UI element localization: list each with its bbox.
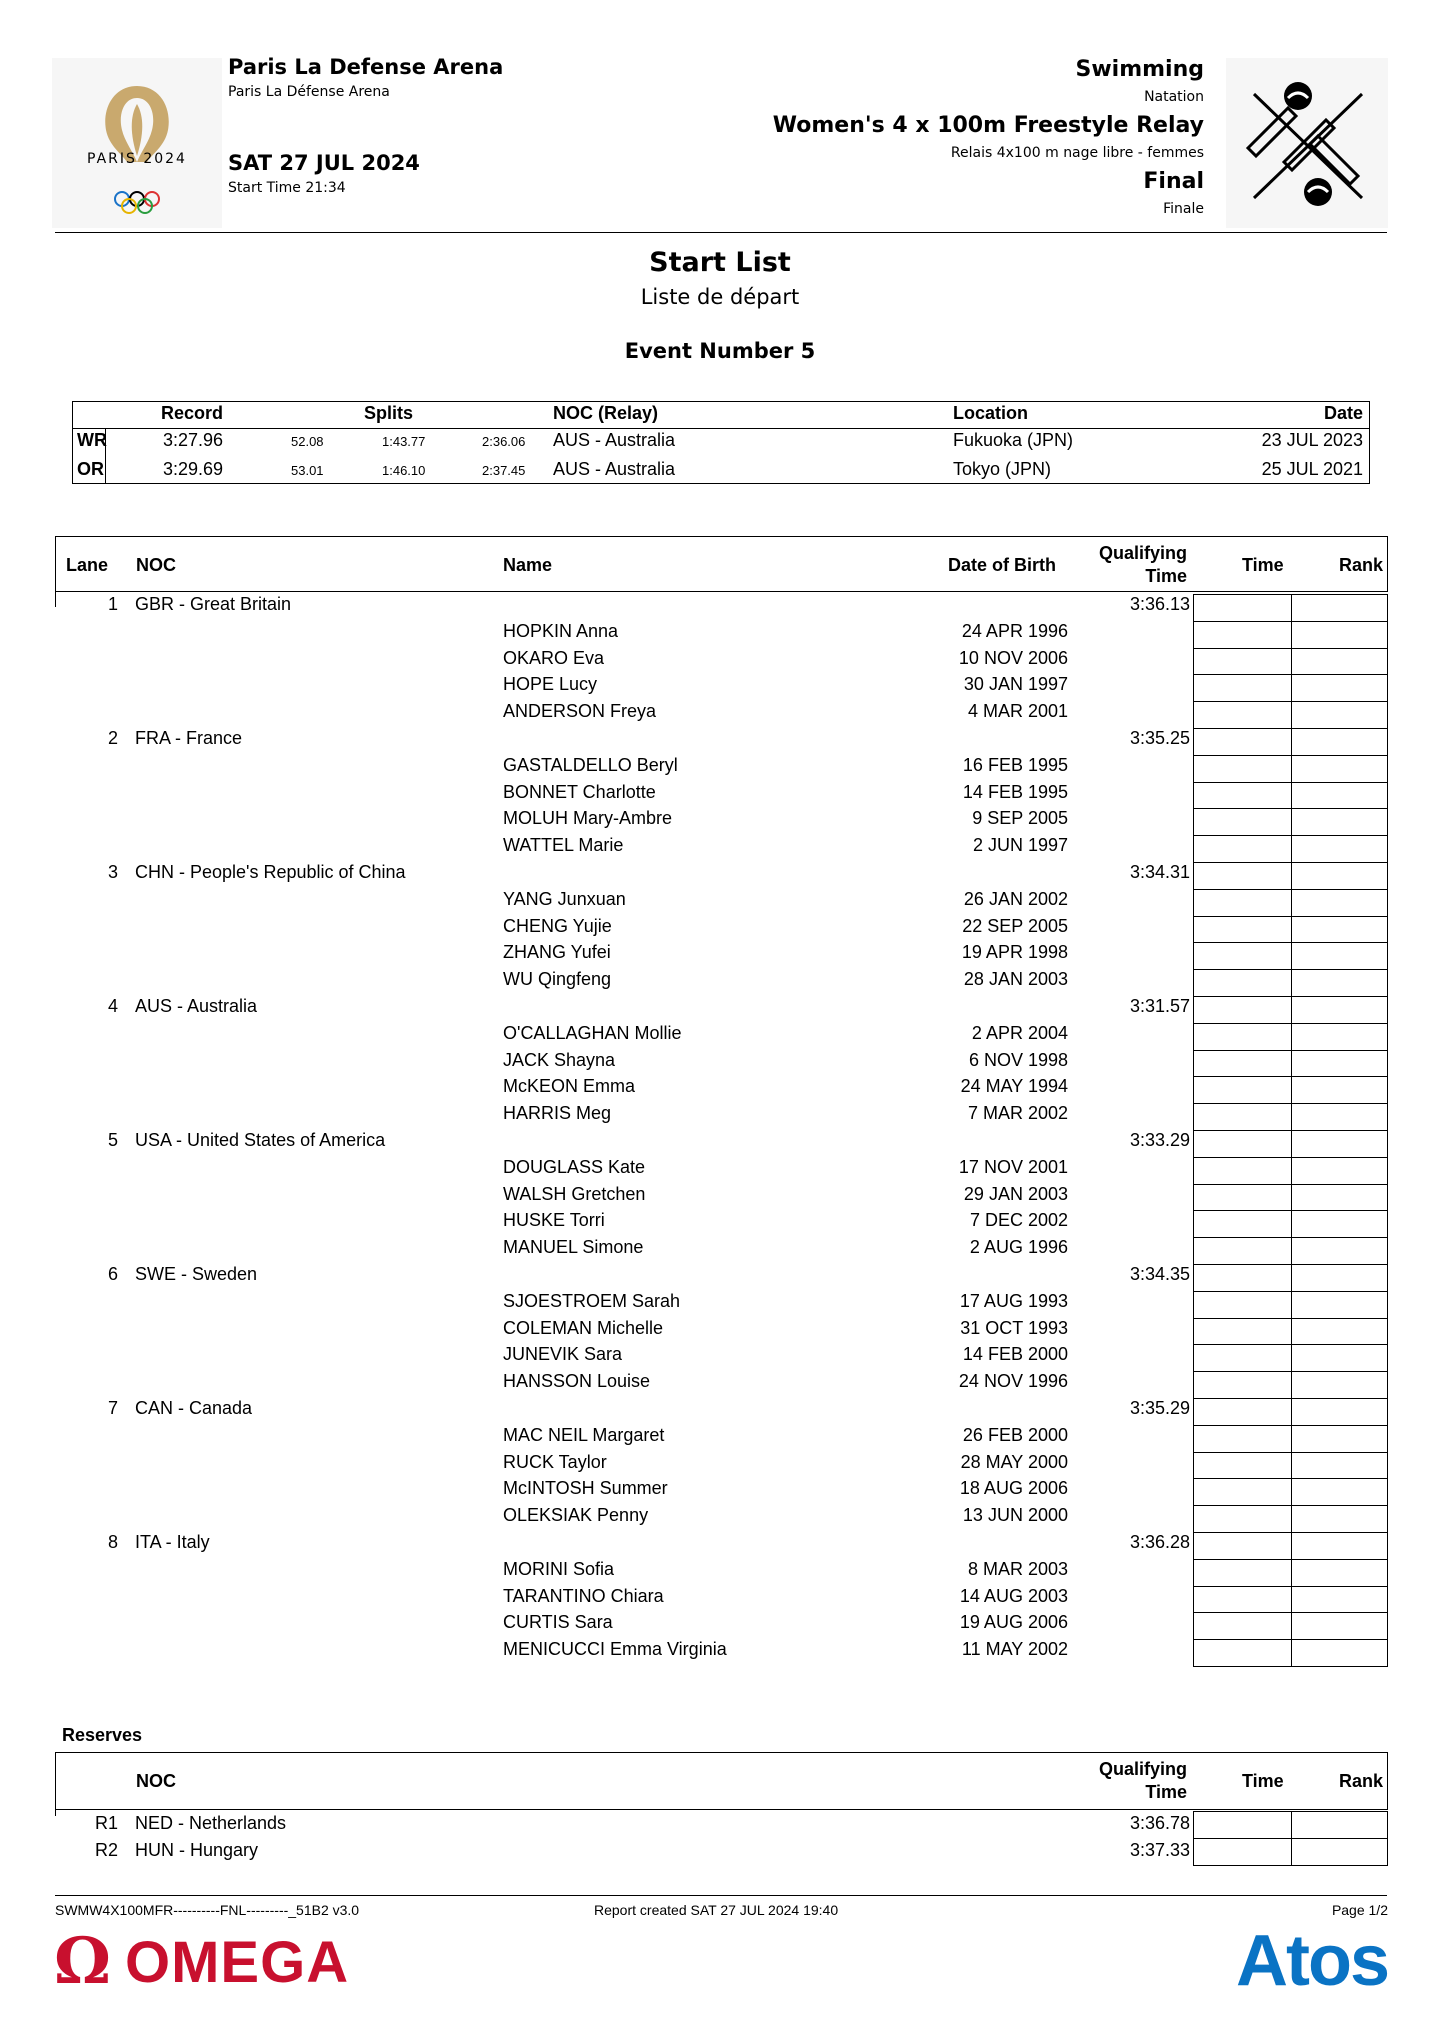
athlete-rank-box[interactable] bbox=[1291, 1050, 1388, 1078]
event-name-fr: Relais 4x100 m nage libre - femmes bbox=[950, 145, 1204, 161]
record-date: 23 JUL 2023 bbox=[1261, 430, 1363, 450]
athlete-rank-box[interactable] bbox=[1291, 942, 1388, 970]
athlete-time-box[interactable] bbox=[1193, 648, 1292, 676]
header-name: Name bbox=[503, 555, 553, 575]
athlete-name: ANDERSON Freya bbox=[503, 701, 657, 722]
omega-symbol-icon: Ω bbox=[54, 1924, 111, 1999]
record-split-3: 2:36.06 bbox=[482, 434, 526, 449]
reserve-noc: NED - Netherlands bbox=[135, 1813, 287, 1833]
record-time: 3:29.69 bbox=[163, 459, 224, 479]
athlete-rank-box[interactable] bbox=[1291, 674, 1388, 702]
reserve-qualifying-time: 3:36.78 bbox=[1129, 1813, 1190, 1833]
athlete-dob: 7 MAR 2002 bbox=[967, 1103, 1068, 1124]
records-table bbox=[72, 401, 1370, 484]
header-time: Time bbox=[1242, 555, 1284, 575]
athlete-time-box[interactable] bbox=[1193, 916, 1292, 944]
reserve-rank-box[interactable] bbox=[1291, 1811, 1388, 1839]
athlete-time-box[interactable] bbox=[1193, 1344, 1292, 1372]
omega-logo bbox=[54, 1924, 350, 1999]
athlete-rank-box[interactable] bbox=[1291, 1291, 1388, 1319]
team-qualifying-time: 3:31.57 bbox=[1129, 996, 1190, 1016]
athlete-dob: 11 MAY 2002 bbox=[961, 1639, 1068, 1660]
footer-divider bbox=[55, 1895, 1387, 1896]
athlete-rank-box[interactable] bbox=[1291, 1425, 1388, 1453]
records-header-location: Location bbox=[953, 403, 1028, 423]
athlete-dob: 18 AUG 2006 bbox=[959, 1478, 1068, 1499]
athlete-name: HUSKE Torri bbox=[503, 1210, 605, 1231]
athlete-dob: 2 APR 2004 bbox=[971, 1022, 1068, 1043]
athlete-name: HOPE Lucy bbox=[503, 674, 598, 695]
athlete-time-box[interactable] bbox=[1193, 674, 1292, 702]
athlete-time-box[interactable] bbox=[1193, 1184, 1292, 1212]
athlete-name: McINTOSH Summer bbox=[503, 1478, 668, 1499]
athlete-time-box[interactable] bbox=[1193, 969, 1292, 997]
records-header-splits: Splits bbox=[364, 403, 414, 423]
header-lane: Lane bbox=[66, 555, 109, 575]
athlete-rank-box[interactable] bbox=[1291, 621, 1388, 649]
athlete-dob: 28 MAY 2000 bbox=[960, 1451, 1068, 1472]
record-split-2: 1:46.10 bbox=[382, 463, 426, 478]
reserves-header-rank: Rank bbox=[1339, 1771, 1384, 1791]
athlete-name: SJOESTROEM Sarah bbox=[503, 1290, 681, 1311]
athlete-name: WALSH Gretchen bbox=[503, 1183, 646, 1204]
team-lane: 7 bbox=[107, 1398, 118, 1418]
athlete-rank-box[interactable] bbox=[1291, 1612, 1388, 1640]
athlete-time-box[interactable] bbox=[1193, 782, 1292, 810]
athlete-time-box[interactable] bbox=[1193, 808, 1292, 836]
swimming-pictogram-icon bbox=[1226, 58, 1388, 228]
team-lane: 6 bbox=[107, 1264, 118, 1284]
header-qualifying: Qualifying bbox=[1098, 543, 1187, 563]
athlete-name: WATTEL Marie bbox=[503, 835, 624, 856]
record-location: Fukuoka (JPN) bbox=[953, 430, 1074, 450]
athlete-time-box[interactable] bbox=[1193, 889, 1292, 917]
team-rank-box[interactable] bbox=[1291, 862, 1388, 890]
team-rank-box[interactable] bbox=[1291, 996, 1388, 1024]
athlete-time-box[interactable] bbox=[1193, 1210, 1292, 1238]
athlete-name: OLEKSIAK Penny bbox=[503, 1505, 649, 1526]
athlete-time-box[interactable] bbox=[1193, 1318, 1292, 1346]
event-name: Women's 4 x 100m Freestyle Relay bbox=[772, 113, 1204, 138]
athlete-name: COLEMAN Michelle bbox=[503, 1317, 664, 1338]
record-split-3: 2:37.45 bbox=[482, 463, 526, 478]
record-split-2: 1:43.77 bbox=[382, 434, 426, 449]
team-lane: 4 bbox=[107, 996, 118, 1016]
athlete-dob: 30 JAN 1997 bbox=[963, 674, 1068, 695]
reserves-header-qualifying-time: Time bbox=[1145, 1782, 1187, 1802]
athlete-dob: 2 AUG 1996 bbox=[969, 1237, 1068, 1258]
logo-text: PARIS 2024 bbox=[87, 151, 187, 167]
athlete-dob: 19 AUG 2006 bbox=[959, 1612, 1068, 1633]
athlete-dob: 14 AUG 2003 bbox=[959, 1585, 1068, 1606]
athlete-name: HOPKIN Anna bbox=[503, 620, 619, 641]
athlete-name: GASTALDELLO Beryl bbox=[503, 754, 678, 775]
team-rank-box[interactable] bbox=[1291, 728, 1388, 756]
team-rank-box[interactable] bbox=[1291, 1532, 1388, 1560]
team-qualifying-time: 3:33.29 bbox=[1129, 1130, 1190, 1150]
startlist-left-edge bbox=[55, 591, 56, 607]
records-header-date: Date bbox=[1323, 403, 1363, 423]
athlete-dob: 17 NOV 2001 bbox=[958, 1156, 1068, 1177]
athlete-name: MENICUCCI Emma Virginia bbox=[503, 1639, 727, 1660]
footer-report: Report created SAT 27 JUL 2024 19:40 bbox=[594, 1902, 839, 1918]
reserve-code: R2 bbox=[94, 1840, 118, 1860]
athlete-rank-box[interactable] bbox=[1291, 1157, 1388, 1185]
team-qualifying-time: 3:35.25 bbox=[1129, 728, 1190, 748]
team-lane: 5 bbox=[107, 1130, 118, 1150]
team-time-box[interactable] bbox=[1193, 728, 1292, 756]
athlete-time-box[interactable] bbox=[1193, 1371, 1292, 1399]
header-rank: Rank bbox=[1339, 555, 1384, 575]
record-split-1: 53.01 bbox=[291, 463, 324, 478]
athlete-rank-box[interactable] bbox=[1291, 1210, 1388, 1238]
team-noc: GBR - Great Britain bbox=[135, 594, 292, 614]
reserves-header bbox=[55, 1752, 1388, 1810]
team-rank-box[interactable] bbox=[1291, 594, 1388, 622]
athlete-time-box[interactable] bbox=[1193, 1425, 1292, 1453]
record-date: 25 JUL 2021 bbox=[1261, 459, 1363, 479]
athlete-time-box[interactable] bbox=[1193, 1586, 1292, 1614]
record-type: WR bbox=[77, 430, 107, 450]
team-rank-box[interactable] bbox=[1291, 1398, 1388, 1426]
swimming-pictogram bbox=[1226, 58, 1388, 228]
athlete-rank-box[interactable] bbox=[1291, 782, 1388, 810]
page-subtitle: Liste de départ bbox=[640, 285, 800, 309]
athlete-time-box[interactable] bbox=[1193, 1559, 1292, 1587]
olympic-flame-icon bbox=[52, 58, 222, 228]
athlete-rank-box[interactable] bbox=[1291, 1237, 1388, 1265]
phase-name-fr: Finale bbox=[1163, 201, 1204, 217]
athlete-time-box[interactable] bbox=[1193, 1103, 1292, 1131]
athlete-dob: 29 JAN 2003 bbox=[963, 1183, 1068, 1204]
reserve-noc: HUN - Hungary bbox=[135, 1840, 259, 1860]
athlete-dob: 19 APR 1998 bbox=[961, 942, 1068, 963]
team-rank-box[interactable] bbox=[1291, 1264, 1388, 1292]
athlete-time-box[interactable] bbox=[1193, 1237, 1292, 1265]
athlete-name: McKEON Emma bbox=[503, 1076, 636, 1097]
athlete-dob: 4 MAR 2001 bbox=[967, 701, 1068, 722]
athlete-dob: 24 NOV 1996 bbox=[958, 1371, 1068, 1392]
athlete-dob: 14 FEB 1995 bbox=[962, 781, 1068, 802]
athlete-time-box[interactable] bbox=[1193, 701, 1292, 729]
team-noc: ITA - Italy bbox=[135, 1532, 210, 1552]
athlete-name: YANG Junxuan bbox=[503, 888, 626, 909]
athlete-name: MORINI Sofia bbox=[503, 1558, 615, 1579]
athlete-dob: 16 FEB 1995 bbox=[962, 754, 1068, 775]
athlete-dob: 6 NOV 1998 bbox=[968, 1049, 1068, 1070]
athlete-name: CURTIS Sara bbox=[503, 1612, 613, 1633]
athlete-name: OKARO Eva bbox=[503, 647, 605, 668]
athlete-time-box[interactable] bbox=[1193, 1505, 1292, 1533]
athlete-dob: 9 SEP 2005 bbox=[972, 808, 1068, 829]
athlete-time-box[interactable] bbox=[1193, 1478, 1292, 1506]
record-split-1: 52.08 bbox=[291, 434, 324, 449]
event-number: Event Number 5 bbox=[624, 339, 816, 363]
venue-name-fr: Paris La Défense Arena bbox=[228, 84, 390, 100]
athlete-dob: 28 JAN 2003 bbox=[963, 969, 1068, 990]
reserves-header-qualifying: Qualifying bbox=[1098, 1759, 1187, 1779]
records-header-noc: NOC (Relay) bbox=[553, 403, 659, 423]
record-location: Tokyo (JPN) bbox=[953, 459, 1052, 479]
reserves-title: Reserves bbox=[62, 1725, 143, 1745]
athlete-dob: 22 SEP 2005 bbox=[962, 915, 1068, 936]
startlist-header bbox=[55, 536, 1388, 592]
header-noc: NOC bbox=[136, 555, 176, 575]
athlete-rank-box[interactable] bbox=[1291, 648, 1388, 676]
athlete-rank-box[interactable] bbox=[1291, 1344, 1388, 1372]
athlete-dob: 31 OCT 1993 bbox=[960, 1317, 1068, 1338]
team-lane: 3 bbox=[107, 862, 118, 882]
team-lane: 2 bbox=[107, 728, 118, 748]
athlete-name: DOUGLASS Kate bbox=[503, 1156, 646, 1177]
venue-name: Paris La Defense Arena bbox=[228, 55, 504, 79]
atos-logo: Atos bbox=[1236, 1921, 1388, 2001]
athlete-time-box[interactable] bbox=[1193, 1639, 1292, 1667]
athlete-dob: 10 NOV 2006 bbox=[958, 647, 1068, 668]
reserve-time-box[interactable] bbox=[1193, 1838, 1292, 1866]
team-time-box[interactable] bbox=[1193, 862, 1292, 890]
team-qualifying-time: 3:35.29 bbox=[1129, 1398, 1190, 1418]
header-divider bbox=[55, 232, 1387, 233]
athlete-dob: 8 MAR 2003 bbox=[967, 1558, 1068, 1579]
team-qualifying-time: 3:34.35 bbox=[1129, 1264, 1190, 1284]
reserve-code: R1 bbox=[94, 1813, 118, 1833]
athlete-name: JACK Shayna bbox=[503, 1049, 616, 1070]
athlete-name: MANUEL Simone bbox=[503, 1237, 644, 1258]
team-time-box[interactable] bbox=[1193, 1398, 1292, 1426]
athlete-time-box[interactable] bbox=[1193, 621, 1292, 649]
athlete-name: TARANTINO Chiara bbox=[503, 1585, 664, 1606]
athlete-rank-box[interactable] bbox=[1291, 1639, 1388, 1667]
reserve-time-box[interactable] bbox=[1193, 1811, 1292, 1839]
page-title: Start List bbox=[649, 247, 791, 278]
phase-name: Final bbox=[1143, 169, 1204, 194]
records-divider bbox=[73, 428, 1369, 429]
athlete-rank-box[interactable] bbox=[1291, 835, 1388, 863]
reserve-qualifying-time: 3:37.33 bbox=[1129, 1840, 1190, 1860]
footer-page: Page 1/2 bbox=[1331, 1902, 1388, 1918]
sport-name: Swimming bbox=[1075, 57, 1204, 82]
athlete-rank-box[interactable] bbox=[1291, 755, 1388, 783]
records-header-record: Record bbox=[161, 403, 224, 423]
athlete-dob: 13 JUN 2000 bbox=[962, 1505, 1068, 1526]
athlete-rank-box[interactable] bbox=[1291, 1452, 1388, 1480]
reserves-header-time: Time bbox=[1242, 1771, 1284, 1791]
athlete-name: JUNEVIK Sara bbox=[503, 1344, 623, 1365]
athlete-time-box[interactable] bbox=[1193, 942, 1292, 970]
athlete-dob: 24 MAY 1994 bbox=[960, 1076, 1068, 1097]
athlete-name: HARRIS Meg bbox=[503, 1103, 612, 1124]
athlete-name: HANSSON Louise bbox=[503, 1371, 651, 1392]
record-noc: AUS - Australia bbox=[553, 459, 676, 479]
athlete-rank-box[interactable] bbox=[1291, 916, 1388, 944]
athlete-dob: 7 DEC 2002 bbox=[969, 1210, 1068, 1231]
athlete-rank-box[interactable] bbox=[1291, 1023, 1388, 1051]
athlete-name: ZHANG Yufei bbox=[503, 942, 611, 963]
team-qualifying-time: 3:36.28 bbox=[1129, 1532, 1190, 1552]
athlete-time-box[interactable] bbox=[1193, 835, 1292, 863]
athlete-rank-box[interactable] bbox=[1291, 808, 1388, 836]
record-type: OR bbox=[77, 459, 104, 479]
athlete-time-box[interactable] bbox=[1193, 1157, 1292, 1185]
athlete-name: CHENG Yujie bbox=[503, 915, 612, 936]
reserves-left-edge bbox=[55, 1809, 56, 1816]
athlete-rank-box[interactable] bbox=[1291, 1371, 1388, 1399]
team-qualifying-time: 3:36.13 bbox=[1129, 594, 1190, 614]
athlete-time-box[interactable] bbox=[1193, 1612, 1292, 1640]
start-time: Start Time 21:34 bbox=[228, 180, 346, 196]
footer-code: SWMW4X100MFR----------FNL---------_51B2 v3.0 bbox=[55, 1902, 360, 1918]
athlete-rank-box[interactable] bbox=[1291, 1586, 1388, 1614]
athlete-dob: 26 JAN 2002 bbox=[963, 888, 1068, 909]
event-date: SAT 27 JUL 2024 bbox=[228, 151, 420, 175]
team-qualifying-time: 3:34.31 bbox=[1129, 862, 1190, 882]
athlete-rank-box[interactable] bbox=[1291, 1103, 1388, 1131]
athlete-rank-box[interactable] bbox=[1291, 889, 1388, 917]
team-time-box[interactable] bbox=[1193, 1130, 1292, 1158]
athlete-rank-box[interactable] bbox=[1291, 701, 1388, 729]
team-noc: USA - United States of America bbox=[135, 1130, 386, 1150]
team-lane: 8 bbox=[107, 1532, 118, 1552]
athlete-rank-box[interactable] bbox=[1291, 1478, 1388, 1506]
team-time-box[interactable] bbox=[1193, 1264, 1292, 1292]
athlete-time-box[interactable] bbox=[1193, 1291, 1292, 1319]
team-noc: CAN - Canada bbox=[135, 1398, 253, 1418]
team-rank-box[interactable] bbox=[1291, 1130, 1388, 1158]
athlete-time-box[interactable] bbox=[1193, 1023, 1292, 1051]
reserve-rank-box[interactable] bbox=[1291, 1838, 1388, 1866]
reserves-header-noc: NOC bbox=[136, 1771, 176, 1791]
header-qualifying-time: Time bbox=[1145, 566, 1187, 586]
team-lane: 1 bbox=[107, 594, 118, 614]
record-time: 3:27.96 bbox=[163, 430, 224, 450]
record-noc: AUS - Australia bbox=[553, 430, 676, 450]
athlete-time-box[interactable] bbox=[1193, 1452, 1292, 1480]
athlete-time-box[interactable] bbox=[1193, 1076, 1292, 1104]
athlete-rank-box[interactable] bbox=[1291, 969, 1388, 997]
team-time-box[interactable] bbox=[1193, 1532, 1292, 1560]
athlete-rank-box[interactable] bbox=[1291, 1505, 1388, 1533]
sport-name-fr: Natation bbox=[1144, 89, 1204, 105]
team-noc: SWE - Sweden bbox=[135, 1264, 258, 1284]
athlete-rank-box[interactable] bbox=[1291, 1318, 1388, 1346]
omega-wordmark: OMEGA bbox=[124, 1929, 350, 1995]
team-time-box[interactable] bbox=[1193, 594, 1292, 622]
athlete-dob: 24 APR 1996 bbox=[961, 620, 1068, 641]
athlete-rank-box[interactable] bbox=[1291, 1184, 1388, 1212]
team-noc: FRA - France bbox=[135, 728, 243, 748]
athlete-dob: 14 FEB 2000 bbox=[962, 1344, 1068, 1365]
athlete-time-box[interactable] bbox=[1193, 755, 1292, 783]
team-time-box[interactable] bbox=[1193, 996, 1292, 1024]
team-noc: CHN - People's Republic of China bbox=[135, 862, 406, 882]
athlete-rank-box[interactable] bbox=[1291, 1076, 1388, 1104]
athlete-time-box[interactable] bbox=[1193, 1050, 1292, 1078]
athlete-dob: 17 AUG 1993 bbox=[959, 1290, 1068, 1311]
paris-2024-logo bbox=[52, 58, 222, 228]
athlete-rank-box[interactable] bbox=[1291, 1559, 1388, 1587]
athlete-name: RUCK Taylor bbox=[503, 1451, 607, 1472]
athlete-name: MAC NEIL Margaret bbox=[503, 1424, 665, 1445]
header-dob: Date of Birth bbox=[948, 555, 1056, 575]
team-noc: AUS - Australia bbox=[135, 996, 258, 1016]
athlete-name: O'CALLAGHAN Mollie bbox=[503, 1022, 682, 1043]
athlete-name: WU Qingfeng bbox=[503, 969, 612, 990]
athlete-name: BONNET Charlotte bbox=[503, 781, 656, 802]
athlete-dob: 26 FEB 2000 bbox=[962, 1424, 1068, 1445]
athlete-name: MOLUH Mary-Ambre bbox=[503, 808, 673, 829]
athlete-dob: 2 JUN 1997 bbox=[972, 835, 1068, 856]
